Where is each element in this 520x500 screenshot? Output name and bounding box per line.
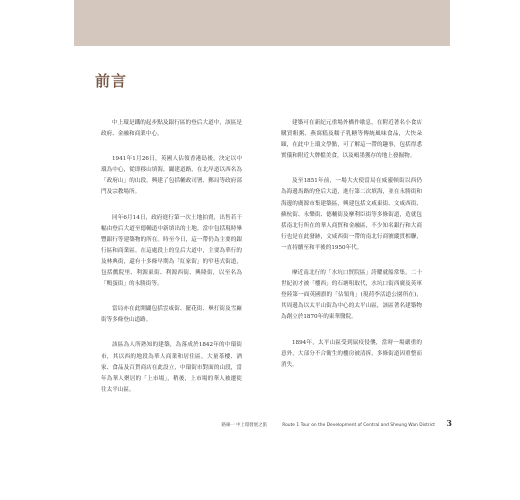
paragraph: 該區為人所熟知的建築，為落成於1842年的中環街市，其以西的地段為華人商業和居住區，大量茶樓、酒家、食品及百貨商店在此設立，中環街市對面的山段，當年為華人聚居的「上市場」，稍後，上市場的華人被遷徙往太平山區。 [101,342,242,393]
left-column [101,118,242,410]
page-footer [0,418,452,428]
right-column [281,118,422,385]
paragraph: 中上環是鐵的起步點及銀行區的登后大道中，該區是政府、金融和商業中心。 [101,120,242,138]
page-number: 3 [446,418,452,428]
paragraph: 及至1851年前，一場大火使當局在威靈頓街以西仍為海邊馬路的登后大道，進行第二次填海，並在永勝街和海邊的廣源市集建築區，興建包括文咸東街、文咸西街、蘇杭街、永樂街、德輔街及摩利臣街等多條街道，造就包括南北行所在的華人商貿和金融區，不少知名銀行和大商行也是在此發跡，文咸西街一帶的南北行商號縱貫相聯，一直持續至和平後的1950年代。 [281,178,422,251]
footer-route-en: Route 1 Tour on the Development of Central and Sheung Wan District [282,423,436,428]
paragraph: 建築可在新紀元重場外橋作歇息，在附近著名小食店購買粗粥、燕窩糕及糯子乳糖等傳統風味食品，大快朵頤，在此中上環文學點，可了解這一帶的趣事，包括得悉實儀和附近大牌檔美食，以及嶋墨獲存的地上發掘物。 [281,120,422,160]
footer-route-zh: 路線一 中上環發展之旅 [221,423,267,428]
paragraph: 摩近南北行的「水坑口貿院區」誇耀就船常集，二十世紀初才被「樓西」的石塘咀取代，水坑口街西廣及英軍登陸第一面英國旗的「佔領角」(現荷李活道公園所在)，其周邊為以太平山街為中心的太平山區，該區著名建築物為創立於1870年的東華醫院。 [281,270,422,321]
paragraph: 1894年，太平山區受到鼠疫侵襲，當時一場嚴重的意外，大部分不合衛生的樓房被清拆，多條街道因重整而消失。 [281,339,422,368]
page-title: 前言 [95,72,128,90]
header-band [74,0,450,46]
paragraph: 1941年1月26日，英國人佔領香港島後，決定以中環為中心，從即移山填海，闢建道路，在北岸道以西名為「政府山」的山段，興建了包括輔政司署、郵局等政府部門及宗教場所。 [101,156,242,196]
paragraph: 同年6月14日，政府進行第一次土地拍賣，出售若干幅由登后大道至德輔道中新填出的土地。當中包括現時畢豐銀行等建築物的所在。時至今日，這一帶仍為主要的銀行區和商業區。在這處段上的皇后大道中，主要為華行的及林典街，還有十多條早期為「紅家街」的窄巷式街道，包括戲院里、利源東街、利源西街、興隆街，以至名為「鴨蛋街」的永勝街等。 [101,214,242,288]
paragraph: 當局亦在此開闢包括雲咸街、擺花街、畢打街及雪廠街等多條登山道路。 [101,306,242,324]
